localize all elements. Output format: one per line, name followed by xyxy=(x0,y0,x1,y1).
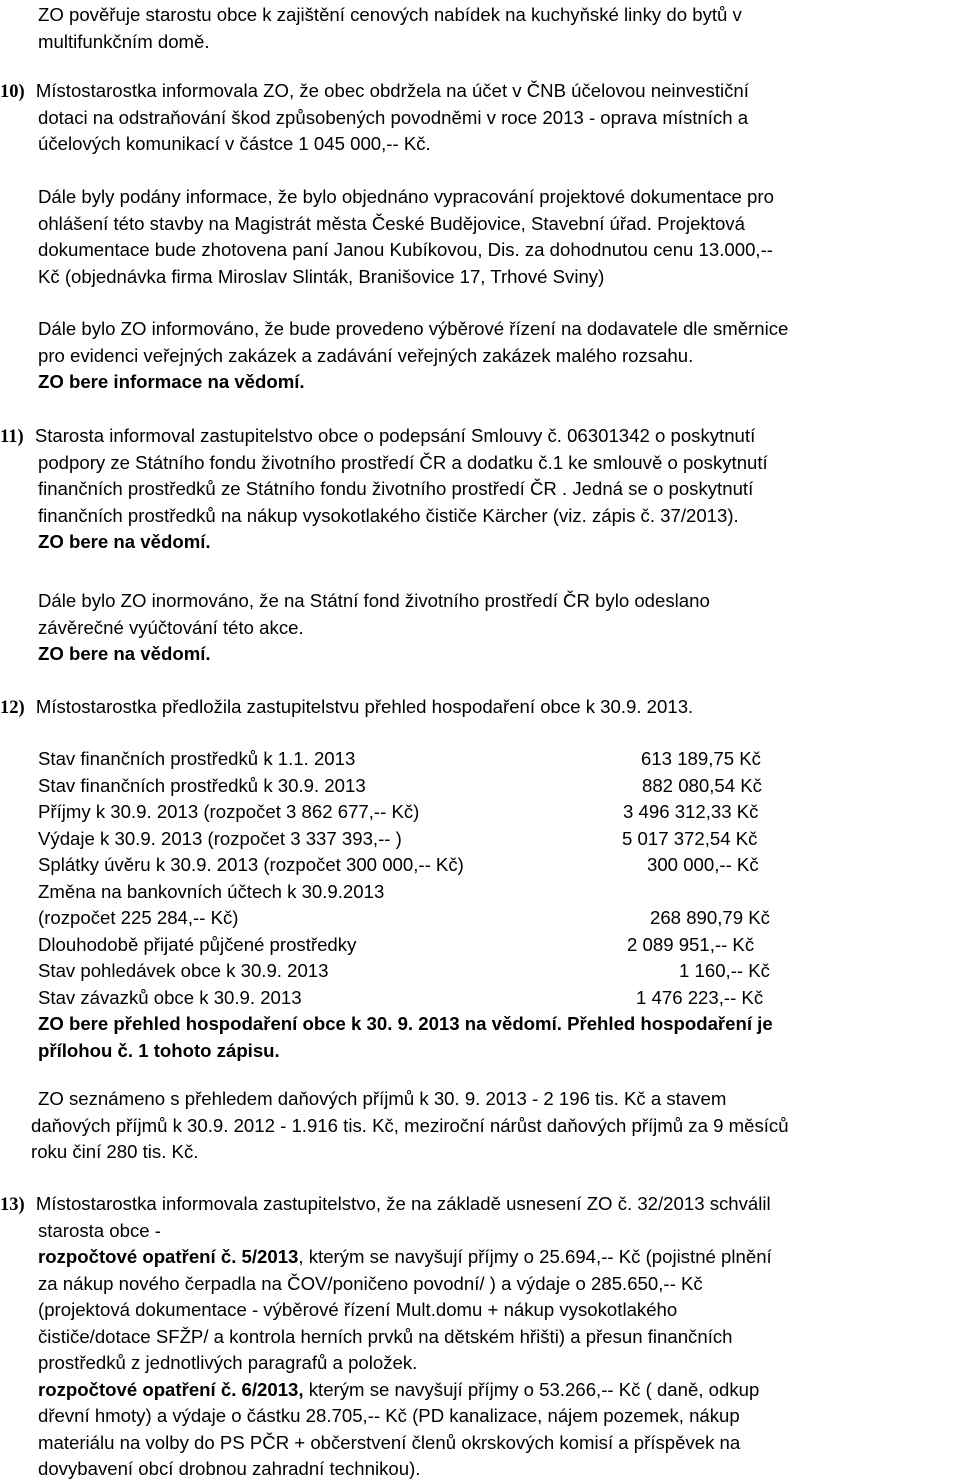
intro-paragraph xyxy=(38,2,742,55)
item-10-paragraph-3 xyxy=(38,316,788,396)
finance-row xyxy=(38,773,838,800)
intro-line: ZO pověřuje starostu obce k zajištění cenových nabídek na kuchyňské linky do bytů v xyxy=(38,4,742,25)
item-11-line: finančních prostředků ze Státního fondu životního prostředí ČR . Jedná se o poskytnutí xyxy=(38,478,754,499)
item-10-line: dotaci na odstraňování škod způsobených povodněmi v roce 2013 - oprava místních a xyxy=(38,106,749,128)
item-10-body xyxy=(38,105,748,158)
budget-measure-line: čističe/dotace SFŽP/ a kontrola herních prvků na dětském hřišti) a přesun finančních xyxy=(38,1325,733,1347)
finance-label: Stav finančních prostředků k 30.9. 2013 xyxy=(38,774,366,796)
budget-measure-line: dřevní hmoty) a výdaje o částku 28.705,-- Kč (PD kanalizace, nájem pozemek, nákup xyxy=(38,1405,740,1426)
intro-line: multifunkčním domě. xyxy=(38,30,210,52)
budget-measure-text: , kterým se navyšují příjmy o 25.694,-- Kč (pojistné plnění xyxy=(298,1246,772,1267)
finance-value: 300 000,-- Kč xyxy=(647,854,759,875)
item-10-conclusion: ZO bere informace na vědomí. xyxy=(38,371,305,392)
paragraph-line: Dále bylo ZO inormováno, že na Státní fond životního prostředí ČR bylo odeslano xyxy=(38,590,710,611)
item-11-conclusion: ZO bere na vědomí. xyxy=(38,643,211,664)
item-10-paragraph-2 xyxy=(38,184,774,290)
finance-row xyxy=(38,826,838,853)
finance-label: Stav pohledávek obce k 30.9. 2013 xyxy=(38,960,329,981)
item-12-conclusion xyxy=(38,1011,773,1064)
finance-row xyxy=(38,746,838,773)
tax-line: ZO seznámeno s přehledem daňových příjmů k 30. 9. 2013 - 2 196 tis. Kč a stavem xyxy=(38,1088,727,1109)
finance-label: Výdaje k 30.9. 2013 (rozpočet 3 337 393,-- ) xyxy=(38,827,402,849)
item-11-paragraph-2 xyxy=(38,588,710,668)
item-10-line: Místostarostka informovala ZO, že obec obdržela na účet v ČNB účelovou neinvestiční xyxy=(35,80,749,101)
paragraph-line: Kč (objednávka firma Miroslav Slinták, Branišovice 17, Trhové Sviny) xyxy=(38,265,605,287)
item-number: 12) xyxy=(0,698,25,718)
paragraph-line: dokumentace bude zhotovena paní Janou Kubíkovou, Dis. za dohodnutou cenu 13.000,-- xyxy=(38,239,773,260)
finance-value: 3 496 312,33 Kč xyxy=(623,801,759,822)
item-13 xyxy=(0,1191,771,1219)
item-10-line: účelových komunikací v částce 1 045 000,-- Kč. xyxy=(38,133,431,154)
finance-row xyxy=(38,879,838,906)
finance-label: (rozpočet 225 284,-- Kč) xyxy=(38,907,239,928)
finance-row xyxy=(38,852,838,879)
item-10 xyxy=(0,78,749,106)
conclusion-line: ZO bere přehled hospodaření obce k 30. 9. 2013 na vědomí. Přehled hospodaření je xyxy=(38,1013,773,1034)
paragraph-line: Dále bylo ZO informováno, že bude provedeno výběrové řízení na dodavatele dle směrnice xyxy=(38,318,789,339)
item-12 xyxy=(0,694,693,722)
finance-row xyxy=(38,932,838,959)
item-11-line: Starosta informoval zastupitelstvo obce o podepsání Smlouvy č. 06301342 o poskytnutí xyxy=(34,425,756,446)
item-11-conclusion: ZO bere na vědomí. xyxy=(38,531,211,552)
finance-label: Stav finančních prostředků k 1.1. 2013 xyxy=(38,748,356,769)
item-12-line: Místostarostka předložila zastupitelstvu přehled hospodaření obce k 30.9. 2013. xyxy=(35,696,694,717)
item-13-body xyxy=(38,1218,772,1483)
budget-measure-line: materiálu na volby do PS PČR + občerstvení členů okrskových komisí a příspěvek na xyxy=(38,1431,741,1453)
finance-row xyxy=(38,958,838,985)
conclusion-line: přílohou č. 1 tohoto zápisu. xyxy=(38,1039,280,1061)
item-11-line: finančních prostředků na nákup vysokotlakého čističe Kärcher (viz. zápis č. 37/2013). xyxy=(38,504,739,526)
item-number: 10) xyxy=(0,82,25,102)
finance-value: 5 017 372,54 Kč xyxy=(622,827,758,849)
paragraph-line: pro evidenci veřejných zakázek a zadávání veřejných zakázek malého rozsahu. xyxy=(38,344,694,366)
paragraph-line: ohlášení této stavby na Magistrát města České Budějovice, Stavební úřad. Projektová xyxy=(38,212,745,234)
item-11 xyxy=(0,423,755,451)
finance-value: 1 160,-- Kč xyxy=(679,960,770,981)
finance-value: 268 890,79 Kč xyxy=(650,907,770,928)
item-13-line: Místostarostka informovala zastupitelstvo, že na základě usnesení ZO č. 32/2013 schválil xyxy=(35,1193,771,1214)
budget-measure-line: prostředků z jednotlivých paragrafů a položek. xyxy=(38,1352,418,1373)
finance-value: 882 080,54 Kč xyxy=(642,774,762,796)
tax-paragraph xyxy=(31,1086,789,1166)
item-number: 11) xyxy=(0,427,24,447)
budget-measure-text: kterým se navyšují příjmy o 53.266,-- Kč ( daně, odkup xyxy=(303,1378,760,1400)
finance-label: Dlouhodobě přijaté půjčené prostředky xyxy=(38,933,357,955)
finance-row xyxy=(38,799,838,826)
finance-label: Příjmy k 30.9. 2013 (rozpočet 3 862 677,-- Kč) xyxy=(38,801,420,822)
finance-label: Změna na bankovních účtech k 30.9.2013 xyxy=(38,880,385,902)
finance-value: 613 189,75 Kč xyxy=(641,748,761,769)
finance-row xyxy=(38,905,838,932)
finance-table xyxy=(38,746,838,1011)
paragraph-line: závěrečné vyúčtování této akce. xyxy=(38,616,304,638)
tax-line: daňových příjmů k 30.9. 2012 - 1.916 tis. Kč, meziroční nárůst daňových příjmů za 9 měsíců xyxy=(31,1114,789,1136)
finance-label: Splátky úvěru k 30.9. 2013 (rozpočet 300 000,-- Kč) xyxy=(38,854,464,875)
finance-row xyxy=(38,985,838,1012)
finance-value: 2 089 951,-- Kč xyxy=(627,933,755,955)
finance-label: Stav závazků obce k 30.9. 2013 xyxy=(38,986,302,1008)
item-number: 13) xyxy=(0,1195,25,1215)
item-11-line: podpory ze Státního fondu životního prostředí ČR a dodatku č.1 ke smlouvě o poskytnutí xyxy=(38,451,768,473)
paragraph-line: Dále byly podány informace, že bylo objednáno vypracování projektové dokumentace pro xyxy=(38,186,774,207)
tax-line: roku činí 280 tis. Kč. xyxy=(31,1141,199,1162)
budget-measure-line: za nákup nového čerpadla na ČOV/poničeno povodní/ ) a výdaje o 285.650,-- Kč xyxy=(38,1272,703,1294)
budget-measure-title: rozpočtové opatření č. 6/2013, xyxy=(38,1378,304,1400)
budget-measure-line: (projektová dokumentace - výběrové řízení Mult.domu + nákup vysokotlakého xyxy=(38,1299,678,1320)
budget-measure-title: rozpočtové opatření č. 5/2013 xyxy=(38,1246,299,1267)
budget-measure-line: dovybavení obcí drobnou zahradní technikou). xyxy=(38,1458,421,1479)
finance-value: 1 476 223,-- Kč xyxy=(636,986,764,1008)
item-13-line: starosta obce - xyxy=(38,1219,161,1241)
item-11-body xyxy=(38,450,768,556)
